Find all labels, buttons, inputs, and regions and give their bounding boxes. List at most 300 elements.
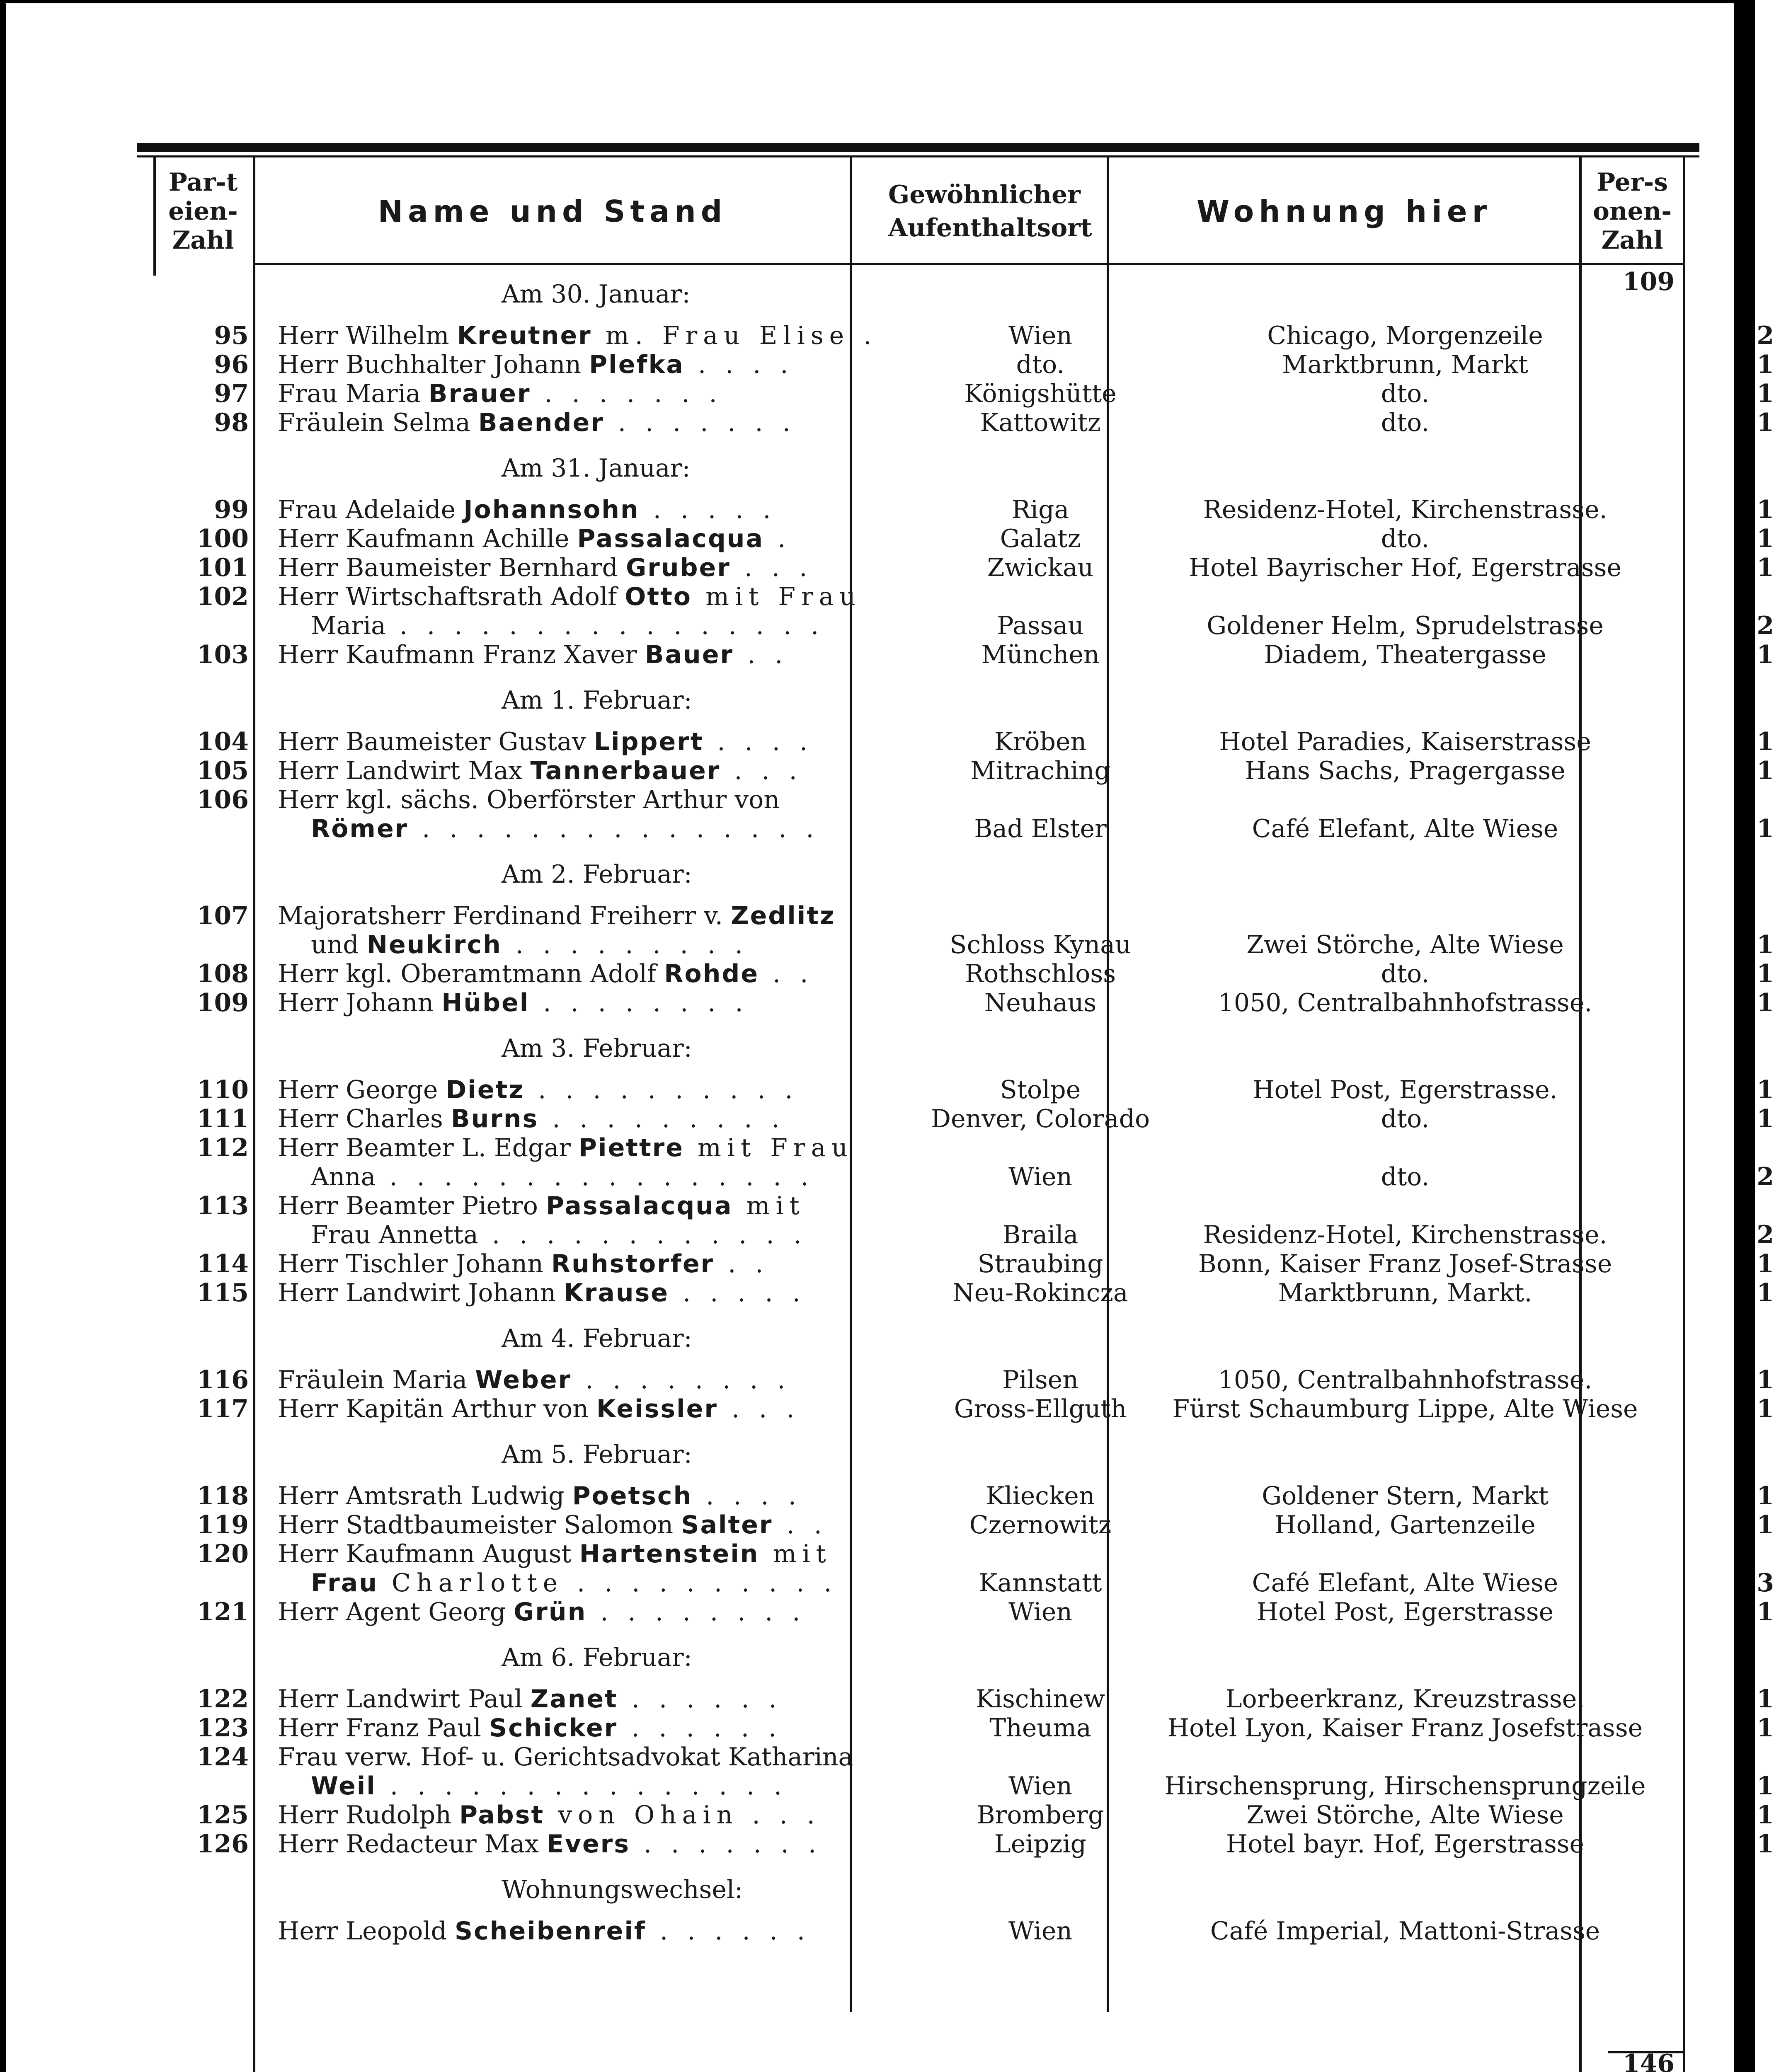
header-name: [255, 160, 850, 263]
guest-name-prefix: Herr Baumeister Gustav: [278, 727, 594, 756]
guest-name-prefix: Herr Beamter Pietro: [278, 1191, 546, 1220]
table-row: [137, 1830, 1774, 1859]
party-number: 111: [196, 1104, 249, 1133]
table-row: [137, 379, 1774, 408]
person-count: 1: [1757, 1278, 1774, 1307]
residence-address: Fürst Schaumburg Lippe, Alte Wiese: [1172, 1394, 1638, 1423]
guest-name-suffix: . . . . . . . . . . . . . . . .: [385, 611, 825, 640]
party-number: 122: [196, 1685, 249, 1714]
residence-address: Hotel bayr. Hof, Egerstrasse: [1226, 1830, 1585, 1859]
party-number: 125: [196, 1801, 249, 1830]
table-row: [137, 640, 1774, 669]
guest-name-suffix: mit: [759, 1539, 832, 1569]
guest-name-prefix: Frau Maria: [278, 379, 429, 408]
table-row: [137, 785, 1699, 814]
origin-place: Riga: [1011, 495, 1069, 524]
table-row: [137, 1598, 1774, 1627]
person-count: 1: [1757, 988, 1774, 1017]
party-number: 110: [196, 1075, 249, 1104]
person-count: 1: [1757, 408, 1774, 437]
table-row: [137, 959, 1774, 988]
guest-name-suffix: . . . . .: [669, 1278, 806, 1307]
guest-surname: Plefka: [589, 350, 684, 379]
table-row: [137, 727, 1774, 756]
guest-name-suffix: . .: [734, 640, 789, 669]
guest-surname: Baender: [478, 408, 604, 437]
residence-address: Hotel Post, Egerstrasse: [1256, 1598, 1554, 1627]
party-number: 106: [196, 785, 249, 814]
table-row: [137, 495, 1774, 524]
person-count: 2: [1757, 321, 1774, 350]
origin-place: Braila: [1002, 1220, 1078, 1249]
guest-name-prefix: Herr Landwirt Johann: [278, 1278, 564, 1307]
guest-name-suffix: . . . .: [703, 727, 813, 756]
guest-surname: Ruhstorfer: [551, 1249, 715, 1278]
party-number: 126: [196, 1830, 249, 1859]
guest-name-suffix: . . . .: [692, 1481, 802, 1510]
origin-place: Zwickau: [987, 553, 1094, 582]
table-row: [137, 1133, 1699, 1162]
guest-name-prefix: Herr Redacteur Max: [278, 1830, 547, 1859]
origin-place: Wien: [1008, 1598, 1072, 1627]
residence-address: Lorbeerkranz, Kreuzstrasse.: [1225, 1685, 1585, 1714]
guest-name-suffix: . . .: [717, 1394, 800, 1423]
table-row: [137, 1685, 1774, 1714]
origin-place: Theuma: [989, 1714, 1091, 1743]
person-count: 1: [1757, 756, 1774, 785]
party-number: 99: [214, 495, 249, 524]
origin-place: Passau: [997, 611, 1084, 640]
table-row: [137, 1220, 1774, 1249]
guest-surname: Dietz: [446, 1075, 525, 1104]
party-number: 108: [196, 959, 249, 988]
guest-name-prefix: Herr Agent Georg: [278, 1598, 514, 1627]
origin-place: Straubing: [977, 1249, 1103, 1278]
guest-name-prefix: Herr Baumeister Bernhard: [278, 553, 626, 582]
header-party-number-text: Par-teien-Zahl: [168, 168, 238, 255]
person-count: 1: [1757, 1075, 1774, 1104]
table-row: [137, 321, 1774, 350]
guest-surname: Bauer: [645, 640, 734, 669]
guest-name-suffix: . . . . . .: [646, 1917, 811, 1946]
table-row: [137, 611, 1774, 640]
table-row: [137, 988, 1774, 1017]
person-count: 1: [1757, 640, 1774, 669]
guest-name-prefix: Herr Landwirt Paul: [278, 1685, 531, 1714]
guest-surname: Frau: [311, 1569, 378, 1598]
person-count: 1: [1757, 814, 1774, 843]
residence-address: Bonn, Kaiser Franz Josef-Strasse: [1198, 1249, 1612, 1278]
party-number: 102: [196, 582, 249, 611]
guest-name-prefix: Herr Wirtschaftsrath Adolf: [278, 582, 625, 611]
date-heading: Wohnungswechsel:: [502, 1875, 743, 1904]
guest-name-suffix: . .: [714, 1249, 769, 1278]
party-number: 123: [196, 1714, 249, 1743]
guest-name-suffix: von Ohain . . .: [544, 1801, 821, 1830]
person-count: 1: [1757, 553, 1774, 582]
guest-name-prefix: Herr Kapitän Arthur von: [278, 1394, 596, 1423]
residence-address: dto.: [1381, 1162, 1430, 1191]
table-row: [137, 1394, 1774, 1423]
guest-name: [278, 901, 982, 930]
date-heading: Am 3. Februar:: [502, 1034, 692, 1063]
table-top-rule-thin: [137, 155, 1699, 157]
guest-surname: Zedlitz: [731, 901, 836, 930]
guest-name-suffix: . .: [773, 1510, 828, 1539]
person-count: 3: [1757, 1569, 1774, 1598]
origin-place: Schloss Kynau: [950, 930, 1131, 959]
person-count: 2: [1757, 1220, 1774, 1249]
residence-address: dto.: [1381, 408, 1430, 437]
residence-address: Residenz-Hotel, Kirchenstrasse.: [1203, 495, 1607, 524]
table-row: [137, 524, 1774, 553]
person-count: 1: [1757, 727, 1774, 756]
guest-name-suffix: . . .: [720, 756, 803, 785]
residence-address: Residenz-Hotel, Kirchenstrasse.: [1203, 1220, 1607, 1249]
residence-address: 1050, Centralbahnhofstrasse.: [1218, 1365, 1592, 1394]
guest-name-prefix: Frau Annetta: [311, 1220, 478, 1249]
table-row: [137, 1772, 1774, 1801]
guest-surname: Burns: [451, 1104, 539, 1133]
residence-address: Marktbrunn, Markt.: [1278, 1278, 1532, 1307]
party-number: 105: [196, 756, 249, 785]
header-residence: [1109, 160, 1579, 263]
person-count: 2: [1757, 611, 1774, 640]
origin-place: Wien: [1008, 1772, 1072, 1801]
guest-surname: Pabst: [459, 1801, 545, 1830]
guest-surname: Hübel: [441, 988, 530, 1017]
guest-surname: Römer: [311, 814, 409, 843]
guest-surname: Gruber: [626, 553, 731, 582]
scan-edge-right: [1734, 0, 1755, 2072]
party-number: 117: [196, 1394, 249, 1423]
person-count: 2: [1757, 1162, 1774, 1191]
table-row: [137, 1569, 1774, 1598]
header-origin: [852, 160, 1107, 263]
guest-name-suffix: . . . . . . . . . . . . . . . .: [376, 1162, 814, 1191]
guest-surname: Lippert: [594, 727, 704, 756]
guest-surname: Passalacqua: [545, 1191, 733, 1220]
guest-name-prefix: Herr Franz Paul: [278, 1714, 490, 1743]
guest-name-suffix: mit: [732, 1191, 805, 1220]
guest-surname: Kreutner: [457, 321, 592, 350]
residence-address: Hotel Bayrischer Hof, Egerstrasse: [1189, 553, 1621, 582]
guest-name-prefix: Herr Kaufmann August: [278, 1539, 579, 1569]
residence-address: Goldener Helm, Sprudelstrasse: [1207, 611, 1604, 640]
guest-name-suffix: .: [764, 524, 792, 553]
origin-place: Denver, Colorado: [931, 1104, 1150, 1133]
residence-address: Hans Sachs, Pragergasse: [1245, 756, 1566, 785]
party-number: 101: [196, 553, 249, 582]
origin-place: Wien: [1008, 321, 1072, 350]
guest-name-suffix: . . . . . . . .: [572, 1365, 791, 1394]
guest-name-prefix: Herr Tischler Johann: [278, 1249, 551, 1278]
origin-place: Kannstatt: [979, 1569, 1102, 1598]
page-total: 146: [1622, 2049, 1675, 2072]
guest-name-suffix: . . . . . . . . .: [502, 930, 749, 959]
party-number: 119: [196, 1510, 249, 1539]
guest-name: [278, 1191, 982, 1220]
origin-place: Neuhaus: [984, 988, 1097, 1017]
table-row: [137, 1104, 1774, 1133]
guest-name-suffix: . . .: [730, 553, 813, 582]
date-heading: Am 30. Januar:: [502, 280, 691, 309]
guest-name-prefix: Fräulein Selma: [278, 408, 478, 437]
party-number: 115: [196, 1278, 249, 1307]
register-table: [137, 143, 1774, 2072]
date-heading: Am 2. Februar:: [502, 860, 692, 889]
guest-name: [278, 785, 982, 814]
origin-place: Stolpe: [1000, 1075, 1081, 1104]
party-number: 103: [196, 640, 249, 669]
header-rule: [253, 263, 1683, 265]
guest-name-prefix: Herr Beamter L. Edgar: [278, 1133, 579, 1162]
guest-name: [278, 1539, 982, 1569]
guest-name: [278, 582, 982, 611]
guest-name-prefix: Herr Buchhalter Johann: [278, 350, 589, 379]
guest-name-prefix: Herr Landwirt Max: [278, 756, 531, 785]
guest-name-suffix: . . . . . .: [618, 1685, 783, 1714]
guest-name-suffix: . . . . . . .: [531, 379, 723, 408]
origin-place: Neu-Rokincza: [952, 1278, 1128, 1307]
guest-surname: Piettre: [579, 1133, 684, 1162]
residence-address: Goldener Stern, Markt: [1262, 1481, 1549, 1510]
scan-edge-top: [0, 0, 1755, 3]
origin-place: Pilsen: [1002, 1365, 1078, 1394]
guest-name-suffix: . . . . . . . . . . . .: [478, 1220, 807, 1249]
guest-name-suffix: mit Frau: [692, 582, 862, 611]
guest-surname: Scheibenreif: [454, 1917, 647, 1946]
guest-surname: Keissler: [596, 1394, 718, 1423]
party-number: 100: [196, 524, 249, 553]
origin-place: Wien: [1008, 1162, 1072, 1191]
table-row: [137, 1743, 1699, 1772]
guest-name-suffix: . . . . . . . . . . . . . . .: [376, 1772, 788, 1801]
table-row: [137, 1278, 1774, 1307]
person-count: 1: [1757, 1394, 1774, 1423]
date-heading: Am 31. Januar:: [502, 454, 691, 483]
origin-place: Leipzig: [994, 1830, 1087, 1859]
residence-address: Zwei Störche, Alte Wiese: [1246, 1801, 1564, 1830]
person-count: 1: [1757, 1830, 1774, 1859]
guest-surname: Zanet: [530, 1685, 618, 1714]
origin-place: Rothschloss: [965, 959, 1116, 988]
guest-name-suffix: m. Frau Elise .: [591, 321, 877, 350]
guest-name-suffix: mit Frau: [683, 1133, 854, 1162]
date-heading: Am 4. Februar:: [502, 1324, 692, 1353]
origin-place: Mitraching: [970, 756, 1110, 785]
residence-address: dto.: [1381, 1104, 1430, 1133]
guest-surname: Johannsohn: [463, 495, 640, 524]
guest-name-prefix: Herr kgl. sächs. Oberförster Arthur von: [278, 785, 780, 814]
residence-address: Hotel Post, Egerstrasse.: [1253, 1075, 1558, 1104]
party-number: 107: [196, 901, 249, 930]
residence-address: Hotel Lyon, Kaiser Franz Josefstrasse: [1167, 1714, 1643, 1743]
residence-address: Café Elefant, Alte Wiese: [1252, 1569, 1558, 1598]
scan-edge-left: [0, 0, 6, 2072]
table-row: [137, 408, 1774, 437]
person-count: 1: [1757, 495, 1774, 524]
origin-place: München: [981, 640, 1100, 669]
header-persons-text: Per-sonen-Zahl: [1592, 168, 1672, 255]
person-count: 1: [1757, 930, 1774, 959]
origin-place: Czernowitz: [969, 1510, 1112, 1539]
origin-place: Gross-Ellguth: [954, 1394, 1127, 1423]
guest-name-suffix: . . . . . .: [618, 1714, 783, 1743]
table-row: [137, 1481, 1774, 1510]
guest-name-prefix: Herr Kaufmann Franz Xaver: [278, 640, 645, 669]
origin-place: Bad Elster: [974, 814, 1107, 843]
guest-surname: Otto: [625, 582, 692, 611]
guest-surname: Hartenstein: [579, 1539, 759, 1569]
origin-place: Kliecken: [986, 1481, 1095, 1510]
origin-place: Wien: [1008, 1917, 1072, 1946]
origin-place: dto.: [1016, 350, 1065, 379]
guest-name-prefix: Frau verw. Hof- u. Gerichtsadvokat Katharina: [278, 1743, 853, 1772]
guest-name-suffix: . . . . . . .: [604, 408, 796, 437]
person-count: 1: [1757, 1104, 1774, 1133]
person-count: 1: [1757, 1481, 1774, 1510]
party-number: 97: [214, 379, 249, 408]
party-number: 96: [214, 350, 249, 379]
table-row: [137, 901, 1699, 930]
guest-name-suffix: . . . . . . . . . .: [524, 1075, 799, 1104]
origin-place: Galatz: [1000, 524, 1081, 553]
guest-surname: Brauer: [428, 379, 531, 408]
party-number: 114: [196, 1249, 249, 1278]
residence-address: Chicago, Morgenzeile: [1267, 321, 1543, 350]
residence-address: Hirschensprung, Hirschensprungzeile: [1164, 1772, 1646, 1801]
table-row: [137, 1162, 1774, 1191]
guest-name-prefix: Herr Wilhelm: [278, 321, 457, 350]
table-row: [137, 1539, 1699, 1569]
person-count: 1: [1757, 959, 1774, 988]
table-top-rule: [137, 143, 1699, 152]
origin-place: Kischinew: [976, 1685, 1105, 1714]
party-number: 98: [214, 408, 249, 437]
residence-address: dto.: [1381, 959, 1430, 988]
residence-address: dto.: [1381, 524, 1430, 553]
guest-name-prefix: Herr kgl. Oberamtmann Adolf: [278, 959, 664, 988]
guest-name-prefix: Herr George: [278, 1075, 446, 1104]
date-heading: Am 5. Februar:: [502, 1440, 692, 1469]
guest-surname: Krause: [564, 1278, 669, 1307]
origin-place: Kattowitz: [980, 408, 1101, 437]
table-row: [137, 756, 1774, 785]
table-row: [137, 582, 1699, 611]
residence-address: Holland, Gartenzeile: [1275, 1510, 1536, 1539]
party-number: 124: [196, 1743, 249, 1772]
party-number: 95: [214, 321, 249, 350]
guest-name-prefix: Herr Charles: [278, 1104, 451, 1133]
guest-surname: Salter: [681, 1510, 773, 1539]
guest-name-suffix: . . . . .: [639, 495, 777, 524]
carry-over-total: 109: [1622, 267, 1675, 296]
guest-name-suffix: Charlotte . . . . . . . . . .: [378, 1569, 838, 1598]
header-persons: [1582, 160, 1683, 263]
guest-name-prefix: Frau Adelaide: [278, 495, 464, 524]
table-row: [137, 1714, 1774, 1743]
guest-name: [278, 1743, 982, 1772]
table-row: [137, 1191, 1699, 1220]
party-number: 113: [196, 1191, 249, 1220]
guest-name-suffix: . . . . . . .: [630, 1830, 822, 1859]
guest-name-prefix: Anna: [311, 1162, 376, 1191]
date-heading: Am 1. Februar:: [502, 686, 692, 715]
guest-name-prefix: Herr Amtsrath Ludwig: [278, 1481, 572, 1510]
person-count: 1: [1757, 1714, 1774, 1743]
residence-address: Zwei Störche, Alte Wiese: [1246, 930, 1564, 959]
party-number: 109: [196, 988, 249, 1017]
table-row: [137, 1510, 1774, 1539]
person-count: 1: [1757, 1510, 1774, 1539]
residence-address: 1050, Centralbahnhofstrasse.: [1218, 988, 1592, 1017]
guest-name-suffix: . . . . . . . . .: [538, 1104, 785, 1133]
table-row: [137, 1801, 1774, 1830]
table-row: [137, 1075, 1774, 1104]
party-number: 116: [196, 1365, 249, 1394]
guest-name-suffix: . .: [759, 959, 814, 988]
guest-surname: Poetsch: [572, 1481, 693, 1510]
person-count: 1: [1757, 1685, 1774, 1714]
residence-address: dto.: [1381, 379, 1430, 408]
guest-name-prefix: Majoratsherr Ferdinand Freiherr v.: [278, 901, 731, 930]
guest-surname: Neukirch: [366, 930, 502, 959]
guest-name-suffix: . . . . . . . .: [586, 1598, 806, 1627]
guest-surname: Evers: [546, 1830, 630, 1859]
origin-place: Kröben: [994, 727, 1087, 756]
person-count: 1: [1757, 350, 1774, 379]
person-count: 1: [1757, 379, 1774, 408]
guest-name-suffix: . . . . . . . .: [529, 988, 749, 1017]
guest-name-prefix: Herr Kaufmann Achille: [278, 524, 577, 553]
party-number: 120: [196, 1539, 249, 1569]
guest-name-suffix: . . . . . . . . . . . . . . .: [408, 814, 820, 843]
guest-name-prefix: Fräulein Maria: [278, 1365, 475, 1394]
guest-name-suffix: . . . .: [684, 350, 794, 379]
party-number: 118: [196, 1481, 249, 1510]
residence-address: Marktbrunn, Markt: [1282, 350, 1528, 379]
date-heading: Am 6. Februar:: [502, 1643, 692, 1672]
header-name-text: Name und Stand: [378, 194, 727, 229]
guest-name-prefix: Maria: [311, 611, 386, 640]
guest-surname: Passalacqua: [577, 524, 764, 553]
origin-place: Königshütte: [964, 379, 1117, 408]
guest-name-prefix: Herr Leopold: [278, 1917, 455, 1946]
header-residence-text: Wohnung hier: [1196, 194, 1492, 229]
residence-address: Café Imperial, Mattoni-Strasse: [1210, 1917, 1600, 1946]
origin-place: Bromberg: [977, 1801, 1104, 1830]
residence-address: Diadem, Theatergasse: [1264, 640, 1546, 669]
guest-surname: Weber: [475, 1365, 572, 1394]
person-count: 1: [1757, 524, 1774, 553]
person-count: 1: [1757, 1772, 1774, 1801]
header-origin-text: Gewöhnlicher Aufenthaltsort: [888, 180, 1092, 242]
guest-surname: Weil: [311, 1772, 376, 1801]
guest-surname: Grün: [514, 1598, 587, 1627]
party-number: 104: [196, 727, 249, 756]
table-row: [137, 814, 1774, 843]
person-count: 1: [1757, 1365, 1774, 1394]
guest-surname: Tannerbauer: [530, 756, 721, 785]
header-party-number: [153, 160, 253, 263]
table-row: [137, 1917, 1699, 1946]
guest-surname: Schicker: [489, 1714, 618, 1743]
table-row: [137, 553, 1774, 582]
guest-name: [278, 1133, 982, 1162]
person-count: 1: [1757, 1249, 1774, 1278]
guest-surname: Rohde: [664, 959, 759, 988]
